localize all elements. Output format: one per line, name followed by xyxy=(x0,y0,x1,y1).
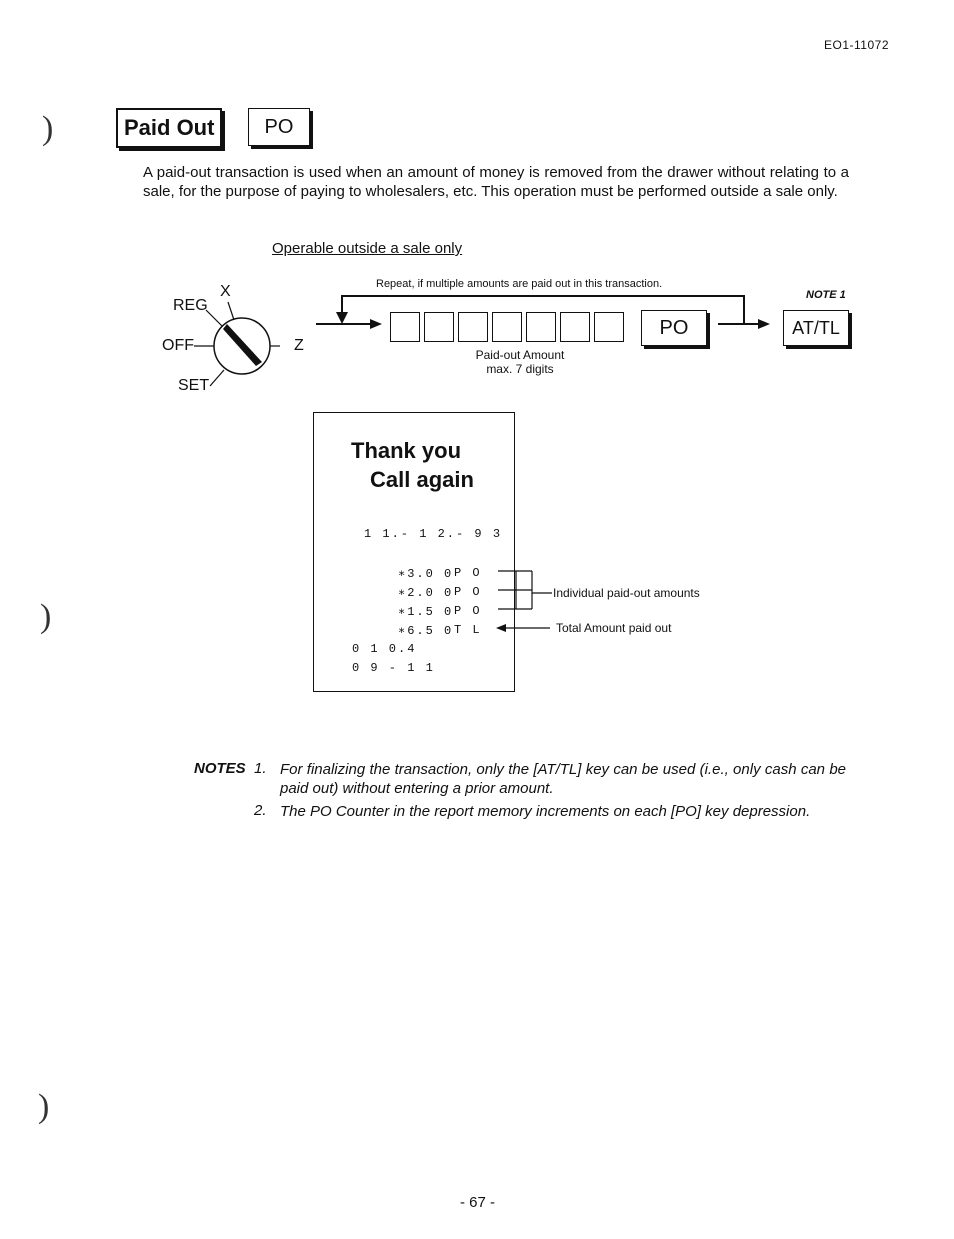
digit-box xyxy=(458,312,488,342)
page-number: - 67 - xyxy=(460,1194,496,1211)
receipt-time: 0 9 - 1 1 xyxy=(352,661,435,675)
individual-amounts-annotation: Individual paid-out amounts xyxy=(553,586,700,600)
amount-label-line2: max. 7 digits xyxy=(486,362,554,376)
dial-z-label: Z xyxy=(294,337,304,354)
digit-box xyxy=(594,312,624,342)
dial-reg-label: REG xyxy=(173,297,208,314)
note-number: 1. xyxy=(254,760,267,777)
total-amount-annotation: Total Amount paid out xyxy=(556,621,672,635)
margin-mark: ) xyxy=(38,1088,50,1125)
dial-x-label: X xyxy=(220,283,231,300)
intro-paragraph: A paid-out transaction is used when an amount of money is removed from the drawer without relating to a sale, for the purpose of paying to wholesalers, etc. This operation must be performed outside a sale only. xyxy=(143,164,849,200)
po-key: PO xyxy=(641,310,707,346)
receipt-total-code: T L xyxy=(454,623,482,637)
repeat-instruction: Repeat, if multiple amounts are paid out in this transaction. xyxy=(376,278,663,290)
receipt-annotation-lines xyxy=(490,560,560,640)
receipt-line-amount: ∗1.5 0 xyxy=(398,605,454,619)
receipt-line-code: P O xyxy=(454,566,482,580)
receipt-consecutive-number: 0 1 0.4 xyxy=(352,642,417,656)
document-code: EO1-11072 xyxy=(824,38,889,52)
note-1-label: NOTE 1 xyxy=(806,289,846,301)
receipt-line-code: P O xyxy=(454,585,482,599)
receipt-line-code: P O xyxy=(454,604,482,618)
dial-off-label: OFF xyxy=(162,337,194,354)
digit-box xyxy=(560,312,590,342)
notes-label: NOTES xyxy=(194,760,246,777)
receipt-call-again: Call again xyxy=(370,467,474,492)
receipt-total-amount: ∗6.5 0 xyxy=(398,624,454,638)
operable-note: Operable outside a sale only xyxy=(272,240,463,257)
digit-box xyxy=(526,312,556,342)
amount-label xyxy=(460,348,580,376)
receipt-thanks: Thank you xyxy=(351,438,462,463)
margin-mark: ) xyxy=(40,598,52,635)
receipt-date: 1 1.- 1 2.- 9 3 xyxy=(364,527,503,541)
note-text: For finalizing the transaction, only the [AT/TL] key can be used (i.e., only cash can be paid out) without entering a prior amount. xyxy=(280,761,846,797)
receipt-line-amount: ∗3.0 0 xyxy=(398,567,454,581)
margin-mark: ) xyxy=(42,110,54,147)
note-text: The PO Counter in the report memory increments on each [PO] key depression. xyxy=(280,803,811,820)
digit-box xyxy=(424,312,454,342)
note-number: 2. xyxy=(254,802,267,819)
digit-box xyxy=(492,312,522,342)
attl-key: AT/TL xyxy=(783,310,849,346)
po-key-title: PO xyxy=(248,108,310,146)
amount-label-line1: Paid-out Amount xyxy=(475,348,565,362)
dial-set-label: SET xyxy=(178,377,210,394)
section-title: Paid Out xyxy=(116,108,222,148)
receipt-line-amount: ∗2.0 0 xyxy=(398,586,454,600)
digit-box xyxy=(390,312,420,342)
